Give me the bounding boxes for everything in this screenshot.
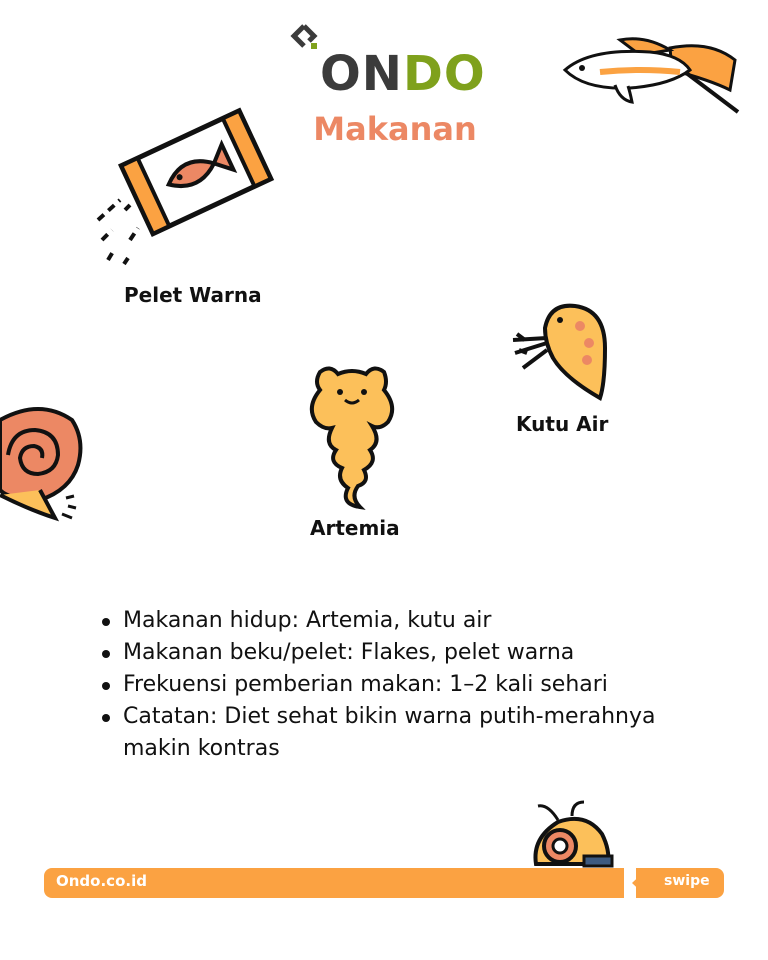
guppy-fish-icon — [560, 30, 740, 125]
page-title: Makanan — [313, 110, 477, 148]
list-item: Makanan hidup: Artemia, kutu air — [100, 605, 700, 637]
snail-shell-icon — [0, 400, 85, 525]
snail-bottom-icon — [528, 798, 614, 870]
food-label-kutu-air: Kutu Air — [516, 412, 609, 436]
brand-name: ONDO — [320, 46, 486, 102]
food-label-artemia: Artemia — [310, 516, 400, 540]
list-item: Catatan: Diet sehat bikin warna putih-merahnya makin kontras — [100, 701, 700, 765]
list-item: Frekuensi pemberian makan: 1–2 kali sehari — [100, 669, 700, 701]
brand-logo — [290, 22, 490, 102]
food-label-pelet: Pelet Warna — [124, 283, 262, 307]
list-item: Makanan beku/pelet: Flakes, pelet warna — [100, 637, 700, 669]
water-flea-icon — [505, 298, 615, 403]
footer-site-link[interactable]: Ondo.co.id — [56, 872, 147, 890]
fish-food-pack-icon — [90, 100, 280, 270]
brine-shrimp-icon — [300, 362, 405, 512]
care-notes-list — [100, 605, 700, 765]
swipe-label: swipe — [664, 873, 710, 889]
